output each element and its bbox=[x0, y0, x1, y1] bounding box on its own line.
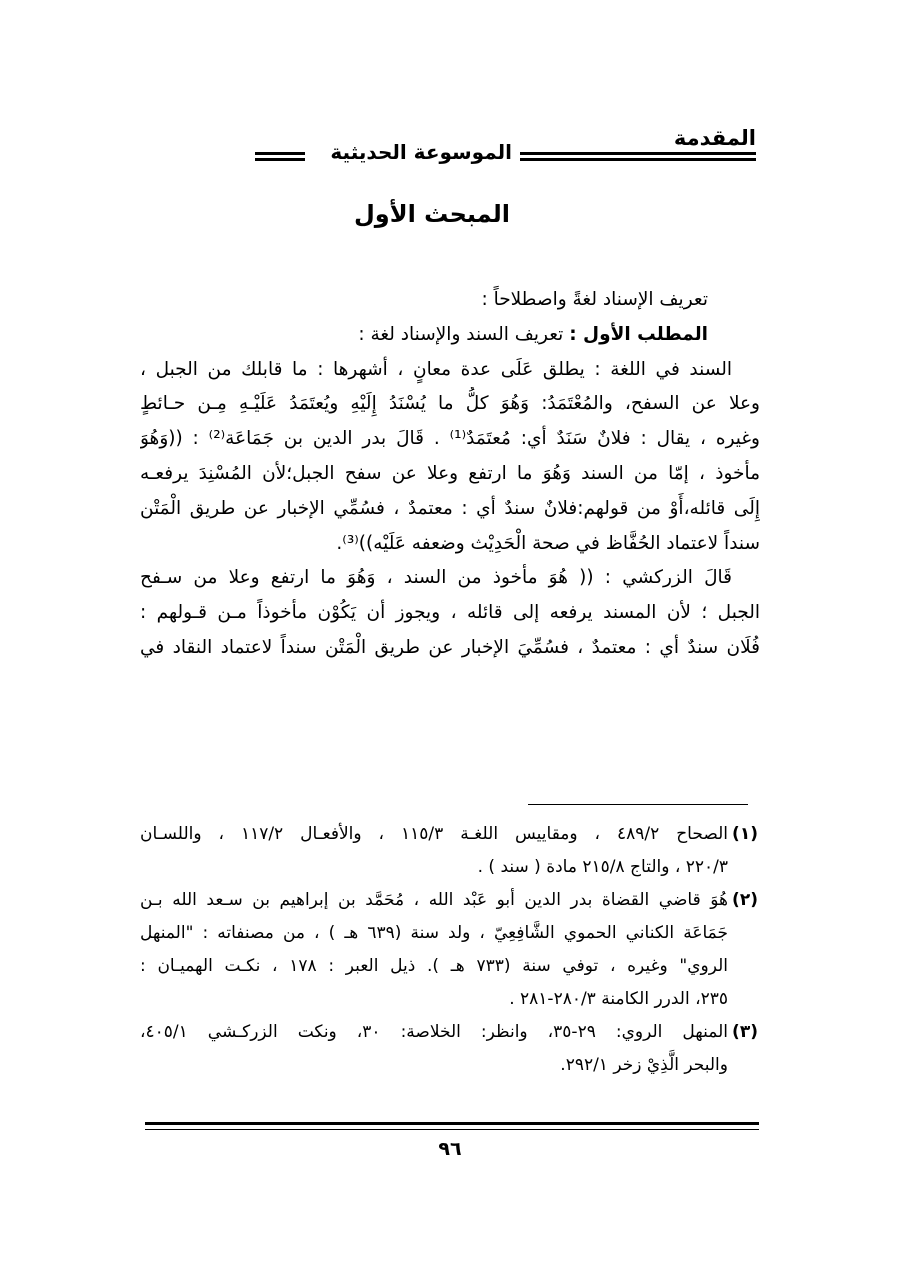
footnotes bbox=[140, 818, 758, 1082]
footnote-line: ٢٣٥، الدرر الكامنة ٢٨٠/٣-٢٨١ . bbox=[509, 989, 728, 1009]
footnote-line: الصحاح ٤٨٩/٢ ، ومقاييس اللغـة ١١٥/٣ ، والأفعـال ١١٧/٢ ، واللسـان bbox=[140, 824, 728, 844]
footnote-line: الروي" وغيره ، توفي سنة (٧٣٣ هـ ). ذيل العبر : ١٧٨ ، نكـت الهميـان : bbox=[140, 956, 728, 976]
body-line: قَالَ الزركشي : (( هُوَ مأخوذ من السند ، وَهُوَ ما ارتفع وعلا من سـفح bbox=[140, 567, 732, 589]
footnote-1 bbox=[140, 818, 758, 884]
body-line: الجبل ؛ لأن المسند يرفعه إلى قائله ، ويجوز أن يَكُوْن مأخوذاً مـن قـولهم : bbox=[140, 602, 760, 624]
running-header-book-title: الموسوعة الحديثية bbox=[330, 140, 512, 164]
page-number: ٩٦ bbox=[438, 1138, 462, 1160]
subsection-label: المطلب الأول : bbox=[569, 323, 708, 345]
footnote-number: (٢) bbox=[732, 890, 758, 910]
body-line: مأخوذ ، إمّا من السند وَهُوَ ما ارتفع وعلا عن سفح الجبل؛لأن المُسْنِدَ يرفعـه bbox=[140, 462, 760, 484]
body-line: وعلا عن السفح، والمُعْتَمَدُ: وَهُوَ كلُّ ما يُسْنَدُ إِلَيْهِ ويُعتَمَدُ عَلَيْـهِ مِـن حـائطٍ bbox=[140, 393, 760, 415]
footnote-3 bbox=[140, 1016, 758, 1082]
body-line: وغيره ، يقال : فلانٌ سَنَدٌ أي: مُعتَمَدٌ⁽¹⁾ . قَالَ بدر الدين بن جَمَاعَة⁽²⁾ : ((وَهُوَ bbox=[140, 428, 760, 450]
footnote-number: (٣) bbox=[732, 1022, 758, 1042]
footnote-number: (١) bbox=[732, 824, 758, 844]
body-text bbox=[140, 283, 760, 666]
body-line: سنداً لاعتماد الحُفَّاظ في صحة الْحَدِيْث وضعفه عَلَيْه))⁽³⁾. bbox=[336, 532, 760, 554]
intro-heading: تعريف الإسناد لغةً واصطلاحاً : bbox=[481, 289, 708, 310]
body-line: فُلَان سندٌ أي : معتمدٌ ، فسُمِّيَ الإخبار عن طريق الْمَتْن سنداً لاعتماد النقاد في bbox=[140, 636, 760, 658]
header-rule-left bbox=[255, 152, 305, 161]
subsection-heading bbox=[140, 318, 760, 353]
footer-double-rule bbox=[145, 1122, 759, 1130]
body-line: إِلَى قائله،أَوْ من قولهم:فلانٌ سندٌ أي : معتمدٌ ، فسُمِّي الإخبار عن طريق الْمَتْن bbox=[140, 497, 760, 519]
footnote-2 bbox=[140, 884, 758, 1016]
running-header-section: المقدمة bbox=[673, 126, 756, 150]
footnote-line: المنهل الروي: ٢٩-٣٥، وانظر: الخلاصة: ٣٠، ونكت الزركـشي ٤٠٥/١، bbox=[140, 1022, 728, 1042]
footnote-line: جَمَاعَة الكناني الحموي الشَّافِعِيّ ، ولد سنة (٦٣٩ هـ ) ، من مصنفاته : "المنهل bbox=[140, 923, 728, 943]
footnote-separator bbox=[528, 804, 748, 805]
chapter-title: المبحث الأول bbox=[353, 200, 510, 228]
body-line: السند في اللغة : يطلق عَلَى عدة معانٍ ، أشهرها : ما قابلك من الجبل ، bbox=[140, 358, 732, 380]
footnote-line: هُوَ قاضي القضاة بدر الدين أبو عَبْد الله ، مُحَمَّد بن إبراهيم بن سـعد الله بـن bbox=[140, 890, 728, 910]
footnote-line: ٢٢٠/٣ ، والتاج ٢١٥/٨ مادة ( سند ) . bbox=[477, 857, 728, 877]
header-rule-right bbox=[520, 152, 756, 161]
footnote-line: والبحر الَّذِيْ زخر ٢٩٢/١. bbox=[560, 1055, 728, 1075]
subsection-text: تعريف السند والإسناد لغة : bbox=[358, 323, 564, 345]
